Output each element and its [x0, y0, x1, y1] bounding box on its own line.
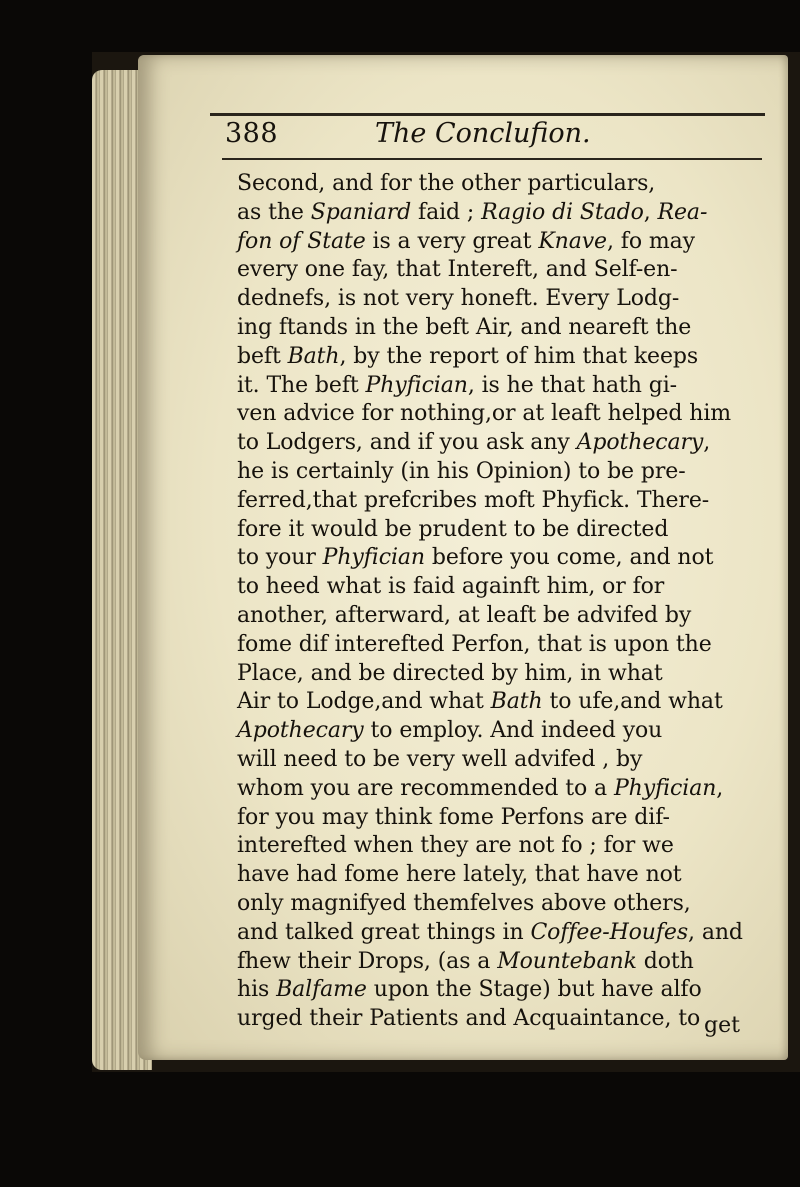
italic-text: Ragio di Stado — [481, 199, 644, 225]
text-line — [237, 861, 772, 890]
text-segment: beft — [237, 343, 288, 369]
text-segment: , — [716, 775, 724, 801]
text-line — [237, 919, 772, 948]
body-text — [237, 170, 772, 1034]
text-segment: urged their Patients and Acquaintance, to — [237, 1006, 701, 1032]
text-segment: Place, and be directed by him, in what — [237, 660, 663, 686]
italic-text: fon of State — [237, 228, 366, 254]
text-segment: dednefs, is not very honeft. Every Lodg- — [237, 286, 680, 312]
header-rule-top — [210, 113, 765, 116]
text-segment: to Lodgers, and if you ask any — [237, 430, 577, 456]
italic-text: Bath — [287, 343, 340, 369]
text-line — [237, 285, 772, 314]
text-segment: Air to Lodge,and what — [237, 689, 491, 715]
text-line — [237, 746, 772, 775]
text-line — [237, 343, 772, 372]
italic-text: Spaniard — [310, 199, 412, 225]
catchword: get — [704, 1013, 740, 1038]
italic-text: Phyfician — [613, 775, 717, 801]
text-segment: to employ. And indeed you — [363, 718, 663, 744]
text-segment: , and — [688, 919, 743, 945]
text-segment: , is he that hath gi- — [467, 372, 678, 398]
running-title: The Conclufion. — [375, 118, 591, 149]
text-line — [237, 660, 772, 689]
header-rule-bottom — [222, 158, 762, 160]
text-segment: only magnifyed themfelves above others, — [237, 890, 691, 916]
text-segment: another, afterward, at leaft be advifed by — [237, 602, 692, 628]
text-line — [237, 516, 772, 545]
text-line — [237, 948, 772, 977]
text-line — [237, 602, 772, 631]
text-line — [237, 832, 772, 861]
text-segment: , — [643, 199, 658, 225]
text-segment: have had fome here lately, that have not — [237, 862, 682, 888]
text-line — [237, 544, 772, 573]
text-line — [237, 256, 772, 285]
page-number: 388 — [225, 118, 279, 149]
italic-text: Phyfician — [365, 372, 468, 398]
text-segment: to ufe,and what — [542, 689, 723, 715]
text-segment: is a very great — [365, 228, 539, 254]
text-segment: it. The beft — [237, 372, 366, 398]
italic-text: Coffee-Houfes — [530, 919, 689, 945]
text-segment: fome dif interefted Perfon, that is upon the — [237, 631, 712, 657]
text-segment: ven advice for nothing,or at leaft helped him — [237, 401, 732, 427]
text-line — [237, 487, 772, 516]
text-segment: as the — [237, 199, 311, 225]
text-segment: before you come, and not — [424, 545, 714, 571]
text-segment: and talked great things in — [237, 919, 531, 945]
text-line — [237, 170, 772, 199]
text-segment: fore it would be prudent to be directed — [237, 516, 669, 542]
text-segment: interefted when they are not fo ; for we — [237, 833, 674, 859]
text-line — [237, 804, 772, 833]
text-segment: to your — [237, 545, 323, 571]
italic-text: Mountebank — [497, 948, 637, 974]
text-line — [237, 631, 772, 660]
italic-text: Apothecary — [576, 430, 704, 456]
text-line — [237, 890, 772, 919]
italic-text: Balfame — [276, 977, 367, 1003]
text-segment: fhew their Drops, (as a — [237, 948, 498, 974]
text-segment: he is certainly (in his Opinion) to be pre- — [237, 458, 686, 484]
text-segment: Second, and for the other particulars, — [237, 171, 656, 196]
text-line — [237, 199, 772, 228]
text-segment: doth — [636, 948, 694, 974]
text-line — [237, 688, 772, 717]
italic-text: Knave — [538, 228, 607, 254]
italic-text: Phyfician — [322, 545, 425, 571]
text-segment: ferred,that prefcribes moft Phyfick. There- — [237, 487, 710, 513]
text-segment: ing ftands in the beft Air, and neareft the — [237, 314, 692, 340]
text-segment: faid ; — [411, 199, 482, 225]
page-header — [225, 118, 765, 158]
text-segment: to heed what is faid againft him, or for — [237, 574, 665, 600]
text-line — [237, 717, 772, 746]
text-line — [237, 458, 772, 487]
text-segment: , by the report of him that keeps — [339, 343, 699, 369]
text-segment: upon the Stage) but have alfo — [366, 977, 702, 1003]
text-line — [237, 775, 772, 804]
text-segment: every one fay, that Intereft, and Self-en- — [237, 257, 678, 283]
text-line — [237, 429, 772, 458]
text-line — [237, 976, 772, 1005]
text-segment: , fo may — [606, 228, 695, 254]
text-line — [237, 372, 772, 401]
text-segment: will need to be very well advifed , by — [237, 746, 643, 772]
text-line — [237, 573, 772, 602]
text-line — [237, 228, 772, 257]
italic-text: Rea- — [657, 199, 708, 225]
text-line — [237, 314, 772, 343]
italic-text: Apothecary — [237, 718, 364, 744]
text-segment: whom you are recommended to a — [237, 775, 614, 801]
text-segment: his — [237, 977, 277, 1003]
text-line — [237, 400, 772, 429]
text-segment: , — [703, 430, 711, 456]
text-line — [237, 1005, 772, 1034]
text-segment: for you may think fome Perfons are dif- — [237, 804, 670, 830]
italic-text: Bath — [490, 689, 543, 715]
